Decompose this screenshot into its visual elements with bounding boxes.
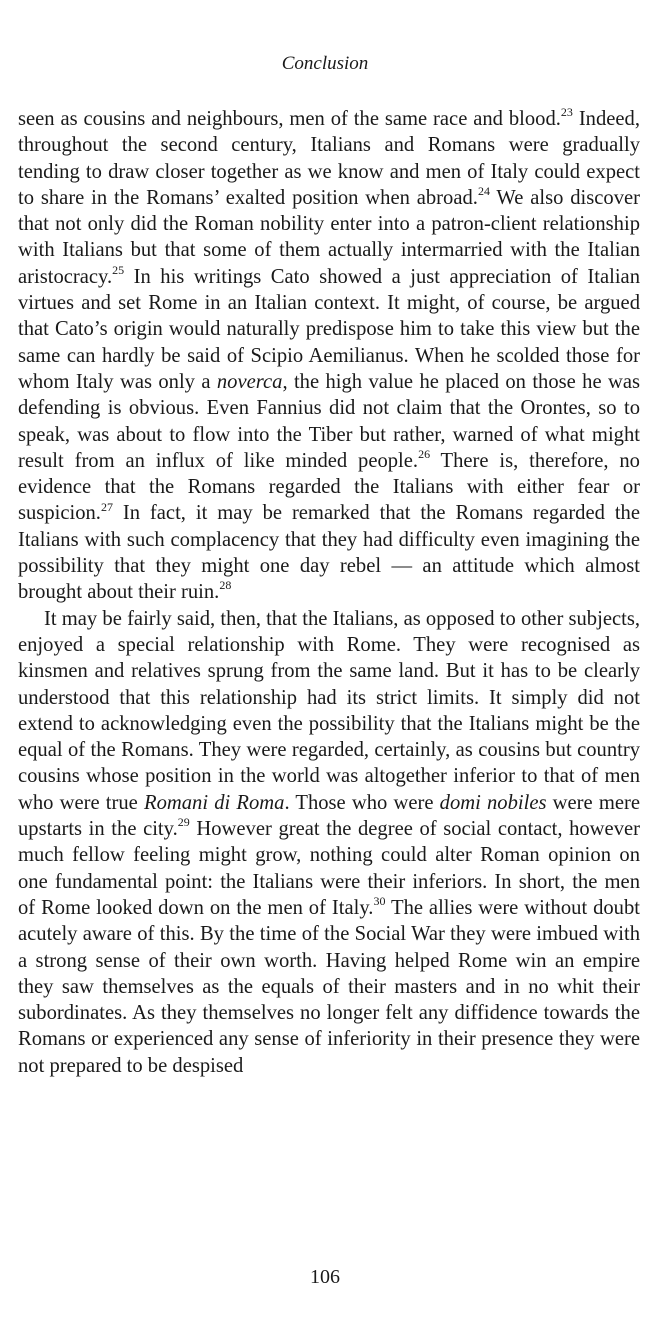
- italic-term: Romani di Roma: [143, 791, 285, 814]
- running-head: Conclusion: [281, 53, 369, 74]
- text-run: In fact, it may be remarked that the Romans regarded the Italians with such complacency that they had difficulty even imagining the possibility that they might one day rebel — an attitude which almost brought about their ruin.: [18, 502, 640, 604]
- text-run: , the high value he placed on those he was defending is obvious. Even Fannius did not claim that the Orontes, so to speak, was about to flow into the Tiber but rather, warned of what might result from an influx of like minded people.: [18, 370, 641, 472]
- footnote-ref: 23: [560, 105, 573, 120]
- text-run: Indeed, throughout the second century, Italians and Romans were gradually tending to draw closer together as we know and men of Italy could expect to share in the Romans’ exalted position when abroad.: [18, 108, 640, 209]
- footnote-ref: 29: [177, 815, 190, 830]
- page-number: 106: [310, 1266, 340, 1288]
- italic-term: domi nobiles: [439, 791, 547, 814]
- text-run: However great the degree of social contact, however much fellow feeling might grow, nothing could alter Roman opinion on one fundamental point: the Italians were their inferiors. In short, the men of Rome looked down on the men of Italy.: [18, 818, 640, 919]
- paragraph: [18, 106, 640, 606]
- text-run: were mere upstarts in the city.: [18, 791, 640, 841]
- text-run: There is, therefore, no evidence that the Romans regarded the Italians with either fear or suspicion.: [18, 449, 640, 525]
- footnote-ref: 27: [100, 499, 113, 514]
- text-run: In his writings Cato showed a just appreciation of Italian virtues and set Rome in an Italian context. It might, of course, be argued that Cato’s origin would naturally predispose him to take this view but the same can hardly be said of Scipio Aemilianus. When he scolded those for whom Italy was only a: [18, 265, 640, 393]
- body-text: [18, 106, 640, 1079]
- text-run: It may be fairly said, then, that the Italians, as opposed to other subjects, enjoyed a special relationship with Rome. They were recognised as kinsmen and relatives sprung from the same land. But it has to be clearly understood that this relationship had its strict limits. It simply did not extend to acknowledging even the possibility that the Italians might be the equal of the Romans. They were regarded, certainly, as cousins but country cousins whose position in the world was altogether inferior to that of men who were true: [18, 607, 640, 814]
- footnote-ref: 24: [477, 184, 490, 199]
- paragraph: [18, 606, 640, 1079]
- footnote-ref: 30: [373, 894, 386, 909]
- italic-term: noverca: [216, 370, 283, 393]
- text-run: . Those who were: [284, 791, 440, 814]
- footnote-ref: 25: [112, 262, 125, 277]
- text-run: The allies were without doubt acutely aware of this. By the time of the Social War they were imbued with a strong sense of their own worth. Having helped Rome win an empire they saw themselves as the equals of their masters and in no whit their subordinates. As they themselves no longer felt any diffidence towards the Romans or experienced any sense of inferiority in their presence they were not prepared to be despised: [18, 896, 640, 1077]
- text-run: We also discover that not only did the Roman nobility enter into a patron-client relationship with Italians but that some of them actually intermarried with the Italian aristocracy.: [18, 186, 640, 288]
- footnote-ref: 28: [219, 578, 232, 593]
- text-run: seen as cousins and neighbours, men of the same race and blood.: [18, 108, 561, 130]
- footnote-ref: 26: [418, 447, 431, 461]
